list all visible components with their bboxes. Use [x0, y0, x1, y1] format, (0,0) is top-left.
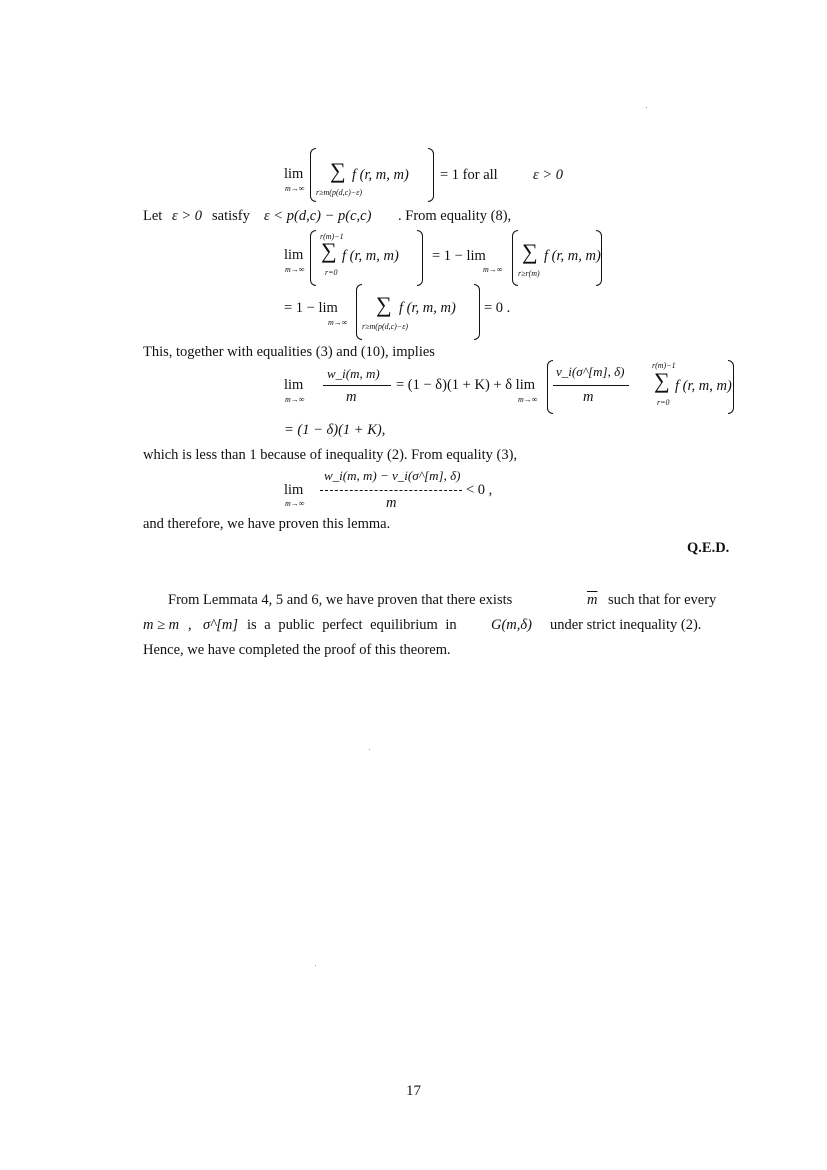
conclusion-line-2: is a public perfect equilibrium in [247, 617, 457, 633]
comma: , [188, 617, 192, 633]
m-geq-mbar: m ≥ m [143, 617, 180, 633]
fraction-bar [323, 385, 391, 386]
left-brace [310, 230, 316, 286]
fraction-denominator-2: m [583, 389, 594, 405]
lim-word: lim [284, 482, 304, 498]
sum-term: f (r, m, m) [399, 300, 456, 316]
game-g: G(m,δ) [491, 617, 532, 633]
equation-rhs: = 1 for all [440, 167, 498, 183]
one-minus-lim: = 1 − lim [432, 248, 486, 264]
lim-word: lim [284, 377, 304, 393]
sum-subscript: r≥m(p(d,c)−ε) [362, 322, 409, 331]
lim-subscript: m→∞ [328, 318, 348, 327]
page-number: 17 [406, 1083, 421, 1099]
lim-subscript-2: m→∞ [518, 395, 538, 404]
right-brace [474, 284, 480, 340]
m-bar: $\overline{m}$ [587, 592, 598, 608]
and-therefore-line: and therefore, we have proven this lemma. [143, 516, 391, 532]
fraction-numerator-2: v_i(σ^[m], δ) [556, 364, 625, 379]
fraction-bar-2 [553, 385, 629, 386]
lim-subscript: m→∞ [285, 265, 305, 274]
which-line: which is less than 1 because of inequality (2). From equality (3), [143, 447, 518, 463]
sum-sign-2: ∑ [522, 239, 538, 264]
right-brace-2 [596, 230, 602, 286]
left-brace [547, 360, 553, 414]
sum-term: f (r, m, m) [342, 248, 399, 264]
right-brace [728, 360, 734, 414]
scan-speck [369, 749, 370, 750]
sum-lower: r=0 [325, 268, 338, 277]
sum-sign: ∑ [330, 158, 346, 183]
fraction-denominator: m [386, 495, 397, 511]
sum-term: f (r, m, m) [352, 167, 409, 183]
scan-speck [315, 965, 316, 966]
right-brace [428, 148, 434, 202]
eps-inequality: ε < p(d,c) − p(c,c) [264, 208, 372, 224]
let-word: Let [143, 208, 163, 224]
condition: ε > 0 [533, 167, 563, 183]
sum-sign: ∑ [654, 368, 670, 393]
eps-cond: ε > 0 [172, 208, 202, 224]
fraction-numerator: w_i(m, m) [327, 366, 380, 381]
equation-middle: = (1 − δ)(1 + K) + δ lim [396, 377, 535, 393]
lim-word: lim [284, 247, 304, 263]
lim-subscript: m→∞ [285, 184, 305, 193]
satisfy-word: satisfy [212, 208, 250, 224]
sum-upper: r(m)−1 [652, 361, 676, 370]
equals-zero: = 0 . [484, 300, 511, 316]
right-brace [417, 230, 423, 286]
sum-term-2: f (r, m, m) [544, 248, 601, 264]
sum-lower: r=0 [657, 398, 670, 407]
conclusion-line-1: From Lemmata 4, 5 and 6, we have proven that there exists [168, 592, 513, 608]
lim-subscript: m→∞ [285, 395, 305, 404]
sum-sign: ∑ [376, 292, 392, 317]
conclusion-line-1b: such that for every [608, 592, 717, 608]
scan-speck [646, 107, 647, 108]
left-brace [356, 284, 362, 340]
from-equality: . From equality (8), [398, 208, 512, 224]
fraction-numerator: w_i(m, m) − v_i(σ^[m], δ) [324, 468, 461, 483]
conclusion-line-2f: under strict inequality (2). [550, 617, 702, 633]
sum-sign: ∑ [321, 238, 337, 263]
fraction-denominator: m [346, 389, 357, 405]
sum-subscript: r≥m(p(d,c)−ε) [316, 188, 363, 197]
sum-term: f (r, m, m) [675, 378, 732, 394]
lim-subscript: m→∞ [285, 499, 305, 508]
fraction-bar [320, 490, 462, 491]
sigma-m: σ^[m] [203, 617, 239, 633]
lim-word: lim [284, 166, 304, 182]
one-minus-lim: = 1 − lim [284, 300, 338, 316]
sum-upper: r(m)−1 [320, 232, 344, 241]
lim-subscript-2: m→∞ [483, 265, 503, 274]
sum-subscript-2: r≥r(m) [518, 269, 540, 278]
conclusion-line-3: Hence, we have completed the proof of this theorem. [143, 642, 451, 658]
qed: Q.E.D. [687, 540, 730, 556]
less-than-zero: < 0 , [466, 482, 493, 498]
equation-5: = (1 − δ)(1 + K), [284, 422, 386, 438]
this-together-line: This, together with equalities (3) and (10), implies [143, 344, 435, 360]
